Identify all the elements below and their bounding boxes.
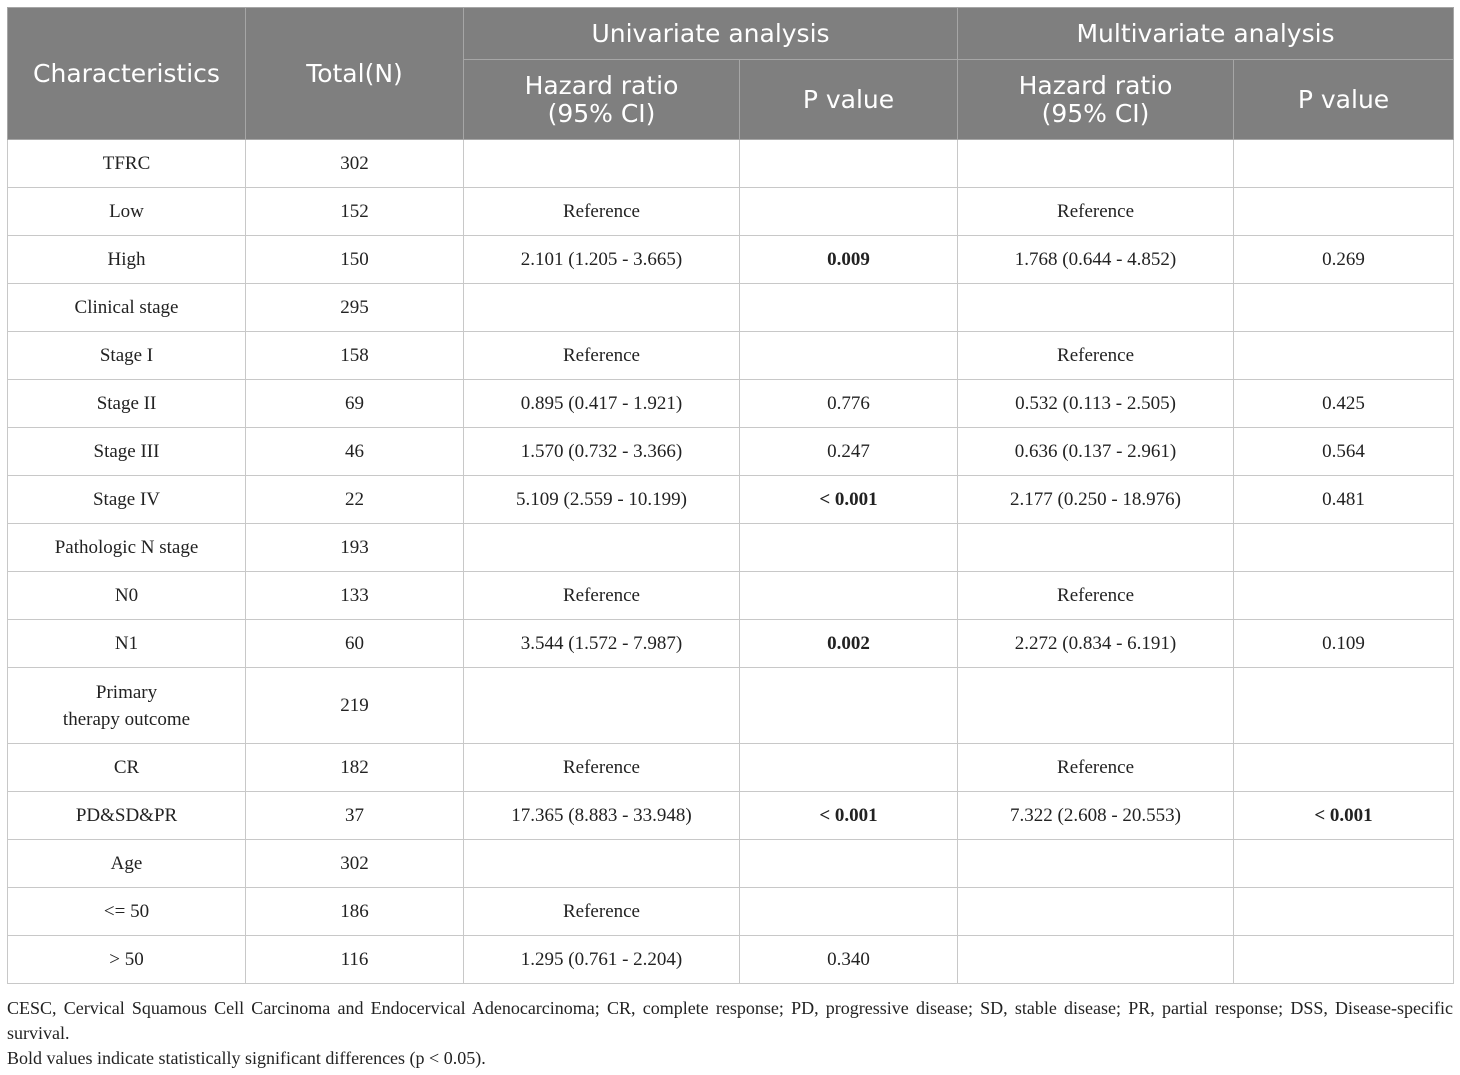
cell-multi-p-value: [1234, 840, 1454, 888]
table-row: [8, 284, 1454, 332]
header-multi-hazard-ratio: Hazard ratio (95% CI): [958, 60, 1234, 140]
cell-characteristic: N0: [8, 572, 246, 620]
table-row: [8, 332, 1454, 380]
cell-characteristic: Stage II: [8, 380, 246, 428]
table-row: [8, 620, 1454, 668]
header-uni-hazard-ratio: Hazard ratio (95% CI): [464, 60, 740, 140]
cell-multi-p-value: 0.564: [1234, 428, 1454, 476]
cell-total: 150: [246, 236, 464, 284]
table-row: [8, 792, 1454, 840]
cell-total: 133: [246, 572, 464, 620]
cell-characteristic: Stage IV: [8, 476, 246, 524]
cell-total: 69: [246, 380, 464, 428]
cell-characteristic: N1: [8, 620, 246, 668]
cell-multi-hazard-ratio: [958, 140, 1234, 188]
cell-multi-hazard-ratio: [958, 524, 1234, 572]
cell-characteristic: CR: [8, 744, 246, 792]
cell-multi-hazard-ratio: [958, 668, 1234, 744]
table-row: [8, 380, 1454, 428]
table-header: [8, 8, 1454, 140]
cell-uni-p-value: [740, 284, 958, 332]
results-table-container: [7, 7, 1453, 984]
cell-multi-hazard-ratio: Reference: [958, 332, 1234, 380]
table-row: [8, 888, 1454, 936]
cell-characteristic: Age: [8, 840, 246, 888]
cell-multi-p-value: 0.109: [1234, 620, 1454, 668]
cell-multi-p-value: 0.425: [1234, 380, 1454, 428]
cox-regression-table: [7, 7, 1454, 984]
cell-total: 158: [246, 332, 464, 380]
header-multi-p-value: P value: [1234, 60, 1454, 140]
cell-multi-p-value: [1234, 888, 1454, 936]
cell-total: 193: [246, 524, 464, 572]
cell-characteristic: Clinical stage: [8, 284, 246, 332]
cell-uni-hazard-ratio: [464, 668, 740, 744]
cell-total: 60: [246, 620, 464, 668]
table-row: [8, 936, 1454, 984]
cell-uni-hazard-ratio: [464, 284, 740, 332]
cell-uni-hazard-ratio: [464, 524, 740, 572]
cell-uni-hazard-ratio: [464, 140, 740, 188]
table-row: [8, 572, 1454, 620]
table-body: [8, 140, 1454, 984]
cell-characteristic: <= 50: [8, 888, 246, 936]
cell-uni-p-value: [740, 572, 958, 620]
table-row: [8, 188, 1454, 236]
cell-multi-p-value: 0.481: [1234, 476, 1454, 524]
cell-multi-hazard-ratio: 7.322 (2.608 - 20.553): [958, 792, 1234, 840]
cell-total: 46: [246, 428, 464, 476]
cell-uni-p-value: [740, 188, 958, 236]
cell-characteristic: Stage III: [8, 428, 246, 476]
cell-uni-p-value: 0.247: [740, 428, 958, 476]
cell-uni-p-value: < 0.001: [740, 792, 958, 840]
cell-uni-p-value: 0.009: [740, 236, 958, 284]
cell-multi-hazard-ratio: 1.768 (0.644 - 4.852): [958, 236, 1234, 284]
cell-total: 302: [246, 840, 464, 888]
cell-uni-hazard-ratio: 1.570 (0.732 - 3.366): [464, 428, 740, 476]
cell-characteristic: PD&SD&PR: [8, 792, 246, 840]
cell-total: 116: [246, 936, 464, 984]
cell-multi-p-value: 0.269: [1234, 236, 1454, 284]
table-row: [8, 236, 1454, 284]
cell-multi-hazard-ratio: [958, 936, 1234, 984]
cell-uni-hazard-ratio: [464, 840, 740, 888]
cell-uni-hazard-ratio: Reference: [464, 572, 740, 620]
cell-multi-p-value: [1234, 936, 1454, 984]
cell-multi-p-value: [1234, 668, 1454, 744]
cell-uni-p-value: 0.002: [740, 620, 958, 668]
cell-characteristic: Stage I: [8, 332, 246, 380]
cell-multi-p-value: [1234, 188, 1454, 236]
header-multivariate: Multivariate analysis: [958, 8, 1454, 60]
cell-total: 295: [246, 284, 464, 332]
cell-multi-hazard-ratio: [958, 840, 1234, 888]
footnote-bold-note: Bold values indicate statistically significant differences (p < 0.05).: [7, 1048, 486, 1068]
cell-uni-p-value: 0.776: [740, 380, 958, 428]
cell-uni-hazard-ratio: Reference: [464, 332, 740, 380]
cell-multi-hazard-ratio: Reference: [958, 572, 1234, 620]
cell-multi-hazard-ratio: 0.532 (0.113 - 2.505): [958, 380, 1234, 428]
cell-multi-p-value: [1234, 524, 1454, 572]
cell-characteristic: TFRC: [8, 140, 246, 188]
cell-uni-hazard-ratio: Reference: [464, 188, 740, 236]
cell-total: 22: [246, 476, 464, 524]
cell-multi-hazard-ratio: Reference: [958, 188, 1234, 236]
cell-uni-hazard-ratio: 2.101 (1.205 - 3.665): [464, 236, 740, 284]
cell-uni-hazard-ratio: 5.109 (2.559 - 10.199): [464, 476, 740, 524]
cell-multi-hazard-ratio: [958, 888, 1234, 936]
table-row: [8, 668, 1454, 744]
cell-multi-p-value: [1234, 140, 1454, 188]
cell-characteristic: Low: [8, 188, 246, 236]
cell-multi-hazard-ratio: 2.177 (0.250 - 18.976): [958, 476, 1234, 524]
cell-multi-hazard-ratio: [958, 284, 1234, 332]
cell-multi-p-value: < 0.001: [1234, 792, 1454, 840]
cell-uni-hazard-ratio: Reference: [464, 744, 740, 792]
cell-total: 219: [246, 668, 464, 744]
header-total: Total(N): [246, 8, 464, 140]
cell-total: 182: [246, 744, 464, 792]
cell-uni-p-value: [740, 744, 958, 792]
cell-uni-p-value: [740, 888, 958, 936]
header-uni-p-value: P value: [740, 60, 958, 140]
footnote-abbreviations: CESC, Cervical Squamous Cell Carcinoma and Endocervical Adenocarcinoma; CR, complete response; PD, progressive disease; SD, stable disease; PR, partial response; DSS, Disease-specific survival.: [7, 998, 1453, 1043]
cell-uni-p-value: [740, 524, 958, 572]
cell-multi-p-value: [1234, 744, 1454, 792]
cell-characteristic: Pathologic N stage: [8, 524, 246, 572]
cell-uni-hazard-ratio: 0.895 (0.417 - 1.921): [464, 380, 740, 428]
cell-uni-p-value: [740, 332, 958, 380]
cell-uni-p-value: 0.340: [740, 936, 958, 984]
table-row: [8, 476, 1454, 524]
table-row: [8, 840, 1454, 888]
cell-multi-hazard-ratio: Reference: [958, 744, 1234, 792]
cell-uni-hazard-ratio: 3.544 (1.572 - 7.987): [464, 620, 740, 668]
cell-uni-p-value: [740, 668, 958, 744]
table-row: [8, 428, 1454, 476]
header-univariate: Univariate analysis: [464, 8, 958, 60]
header-characteristics: Characteristics: [8, 8, 246, 140]
cell-uni-p-value: [740, 140, 958, 188]
cell-multi-p-value: [1234, 572, 1454, 620]
table-row: [8, 524, 1454, 572]
cell-characteristic: Primary therapy outcome: [8, 668, 246, 744]
cell-uni-hazard-ratio: Reference: [464, 888, 740, 936]
cell-uni-hazard-ratio: 17.365 (8.883 - 33.948): [464, 792, 740, 840]
cell-multi-p-value: [1234, 332, 1454, 380]
cell-multi-hazard-ratio: 2.272 (0.834 - 6.191): [958, 620, 1234, 668]
cell-multi-hazard-ratio: 0.636 (0.137 - 2.961): [958, 428, 1234, 476]
cell-total: 37: [246, 792, 464, 840]
cell-characteristic: > 50: [8, 936, 246, 984]
cell-total: 302: [246, 140, 464, 188]
cell-uni-p-value: [740, 840, 958, 888]
cell-total: 152: [246, 188, 464, 236]
cell-total: 186: [246, 888, 464, 936]
table-row: [8, 140, 1454, 188]
cell-multi-p-value: [1234, 284, 1454, 332]
cell-uni-hazard-ratio: 1.295 (0.761 - 2.204): [464, 936, 740, 984]
table-row: [8, 744, 1454, 792]
table-footnotes: [7, 996, 1453, 1071]
cell-uni-p-value: < 0.001: [740, 476, 958, 524]
cell-characteristic: High: [8, 236, 246, 284]
